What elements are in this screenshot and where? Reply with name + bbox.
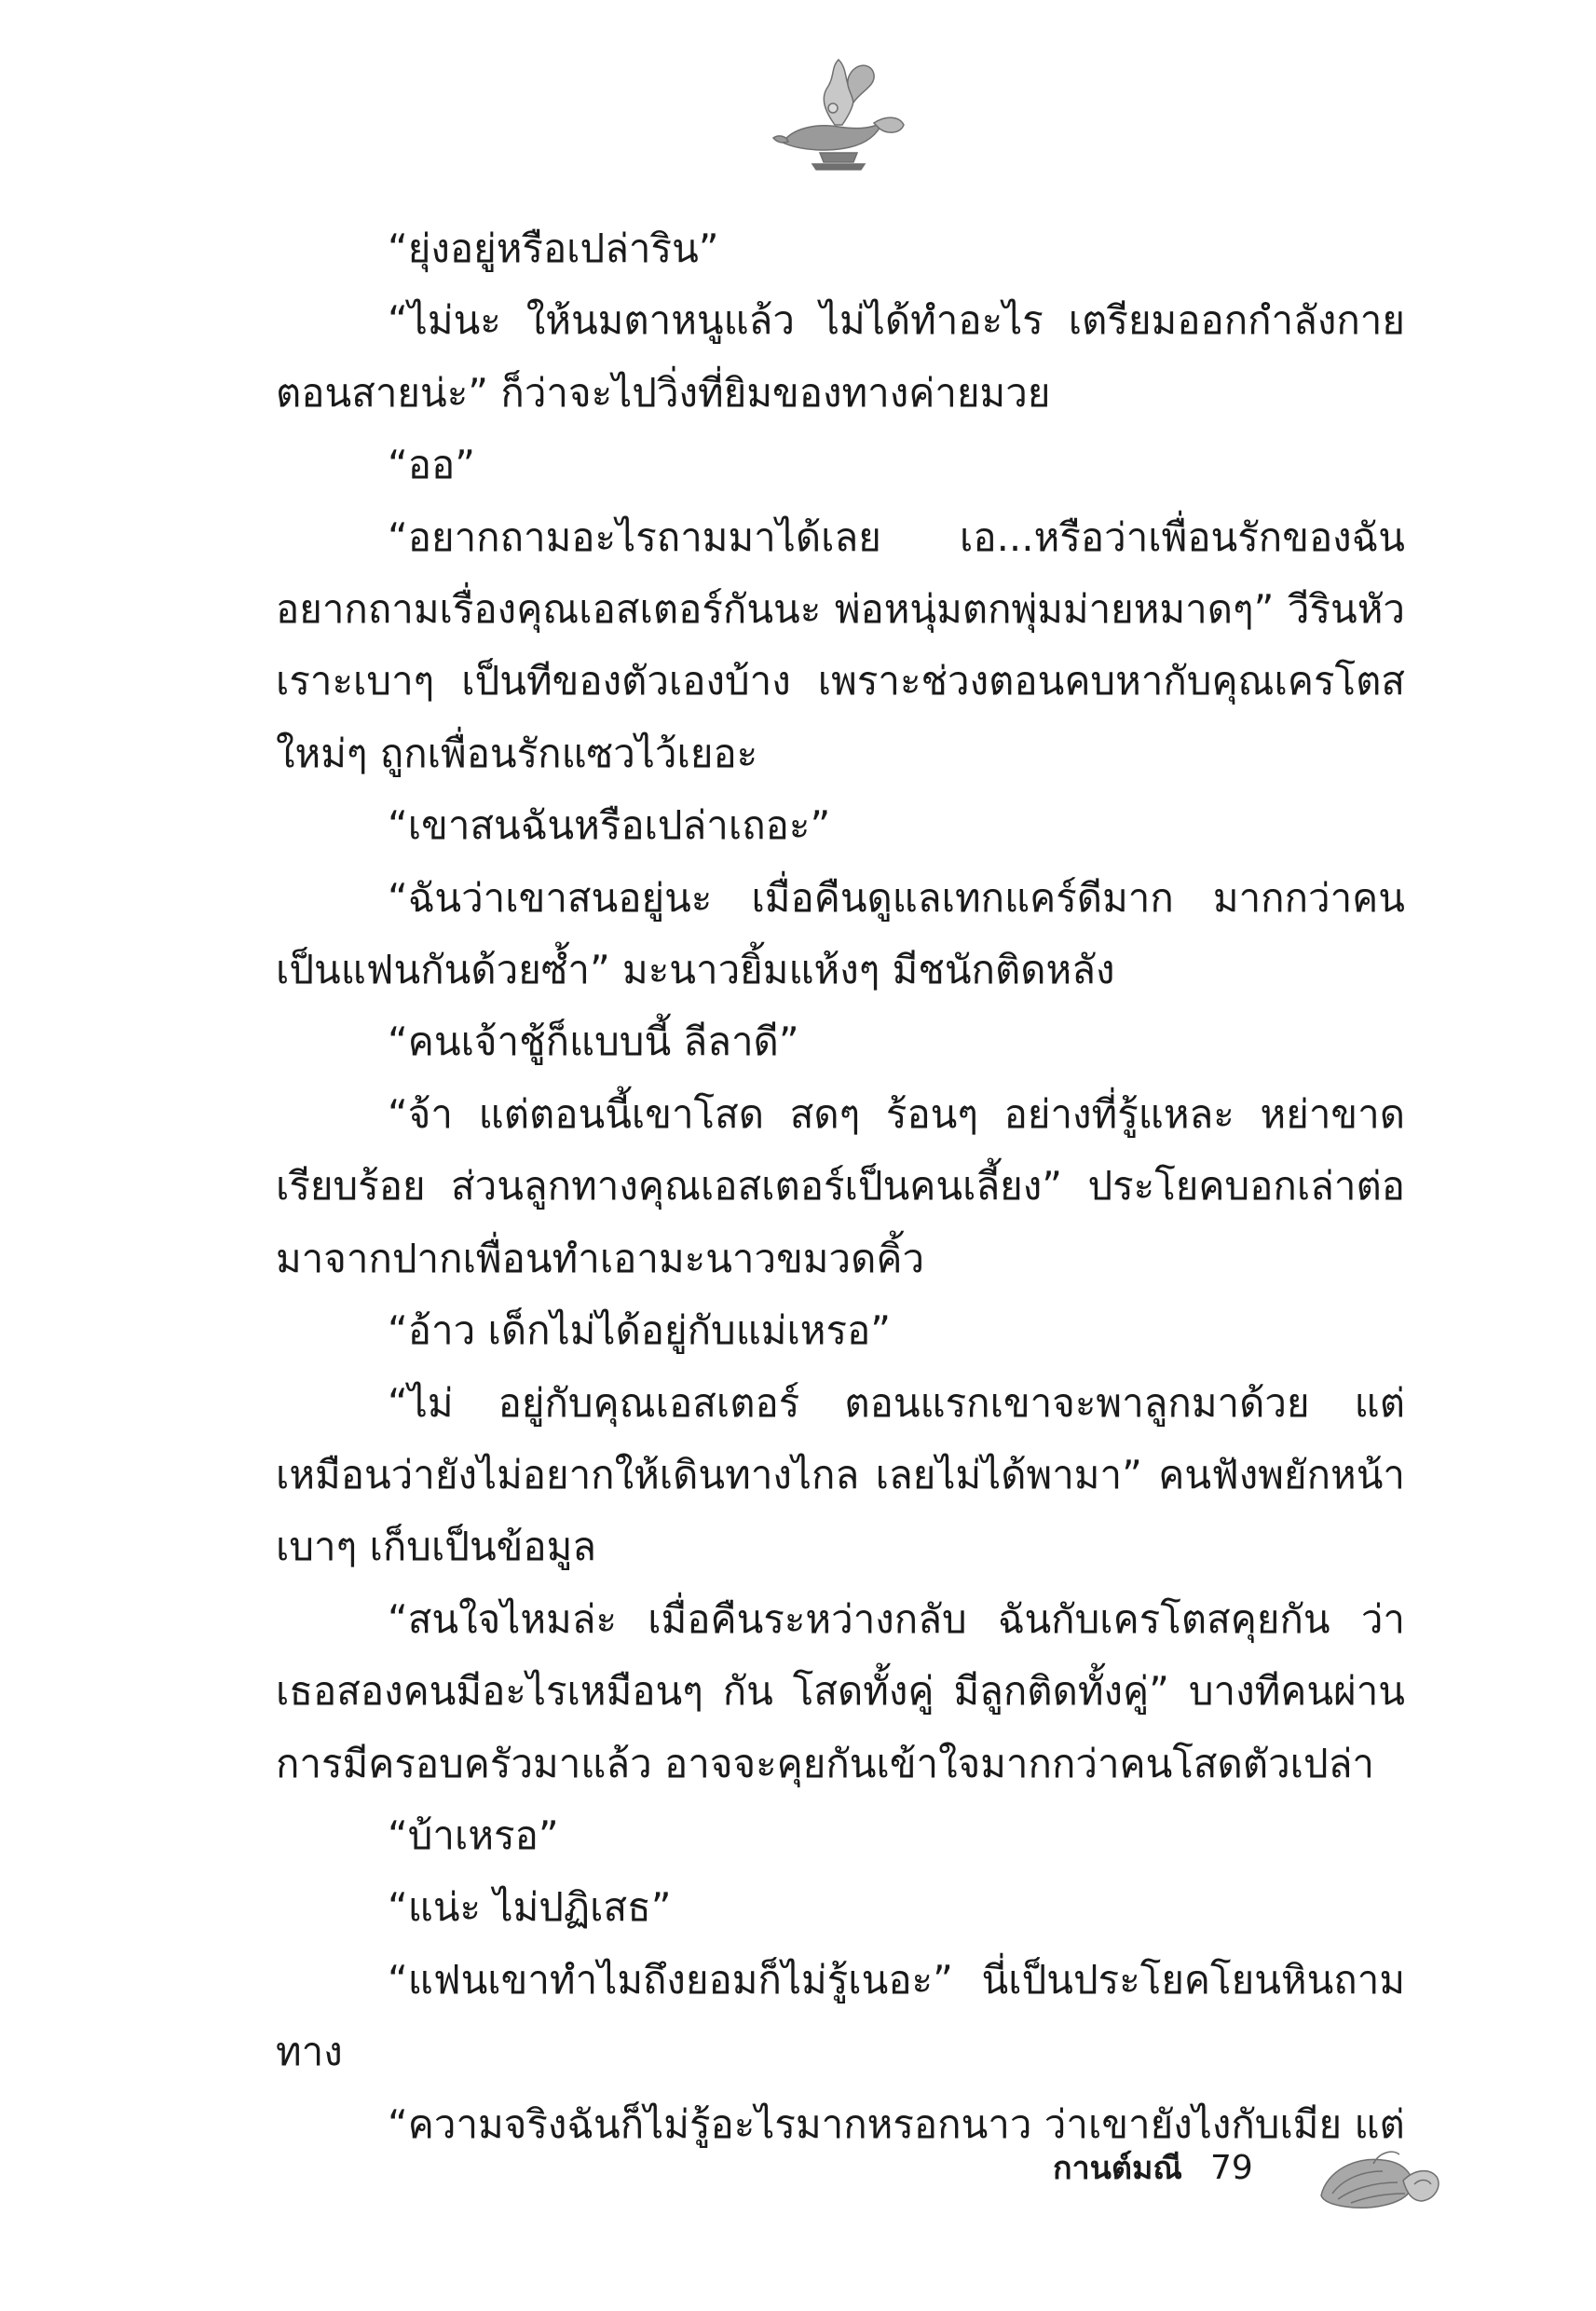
page-footer [1053,2141,1253,2194]
paragraph: “ความจริงฉันก็ไม่รู้อะไรมากหรอกนาว ว่าเขายังไงกับเมีย แต่ [388,2100,1405,2147]
paragraph: “คนเจ้าชู้ก็แบบนี้ ลีลาดี” [388,1019,799,1065]
seashell-icon [1314,2143,1444,2218]
book-title: กานต์มณี [1053,2150,1182,2187]
paragraph: “อ้าว เด็กไม่ได้อยู่กับแม่เหรอ” [388,1307,892,1354]
paragraph: “ยุ่งอยู่หรือเปล่าริน” [388,226,719,271]
page-number: 79 [1209,2148,1253,2187]
paragraph: “สนใจไหมล่ะ เมื่อคืนระหว่างกลับ ฉันกับเครโตสคุยกัน ว่าเธอสองคนมีอะไรเหมือนๆ กัน โสดทั้งคู่ มีลูกติดทั้งคู่” บางทีคนผ่านการมีครอบครัวมาแล้ว อาจจะคุยกันเข้าใจมากกว่าคนโสดตัวเปล่า [276,1595,1405,1786]
paragraph: “ไม่นะ ให้นมตาหนูแล้ว ไม่ได้ทำอะไร เตรียมออกกำลังกายตอนสายน่ะ” ก็ว่าจะไปวิ่งที่ยิมของทางค่ายมวย [276,297,1405,416]
paragraph: “แน่ะ ไม่ปฏิเสธ” [388,1884,672,1931]
paragraph: “บ้าเหรอ” [388,1812,559,1858]
paragraph: “แฟนเขาทำไมถึงยอมก็ไม่รู้เนอะ” นี่เป็นประโยคโยนหินถามทาง [276,1956,1405,2075]
story-text [276,212,1405,2160]
paragraph: “ไม่ อยู่กับคุณเอสเตอร์ ตอนแรกเขาจะพาลูกมาด้วย แต่เหมือนว่ายังไม่อยากให้เดินทางไกล เลยไม่ได้พามา” คนฟังพยักหน้าเบาๆ เก็บเป็นข้อมูล [276,1379,1405,1570]
paragraph: “จ้า แต่ตอนนี้เขาโสด สดๆ ร้อนๆ อย่างที่รู้แหละ หย่าขาดเรียบร้อย ส่วนลูกทางคุณเอสเตอร์เป็นคนเลี้ยง” ประโยคบอกเล่าต่อมาจากปากเพื่อนทำเอามะนาวขมวดคิ้ว [276,1090,1405,1281]
paragraph: “ฉันว่าเขาสนอยู่นะ เมื่อคืนดูแลเทกแคร์ดีมาก มากกว่าคนเป็นแฟนกันด้วยซ้ำ” มะนาวยิ้มแห้งๆ มีชนักติดหลัง [276,874,1405,993]
genie-lamp-icon [764,54,913,175]
paragraph: “ออ” [388,442,475,488]
paragraph: “เขาสนฉันหรือเปล่าเถอะ” [388,802,831,849]
paragraph: “อยากถามอะไรถามมาได้เลย เอ...หรือว่าเพื่อนรักของฉันอยากถามเรื่องคุณเอสเตอร์กันนะ พ่อหนุ่มตกพุ่มม่ายหมาดๆ” วีรินหัวเราะเบาๆ เป็นทีของตัวเองบ้าง เพราะช่วงตอนคบหากับคุณเครโตสใหม่ๆ ถูกเพื่อนรักแซวไว้เยอะ [276,513,1405,776]
